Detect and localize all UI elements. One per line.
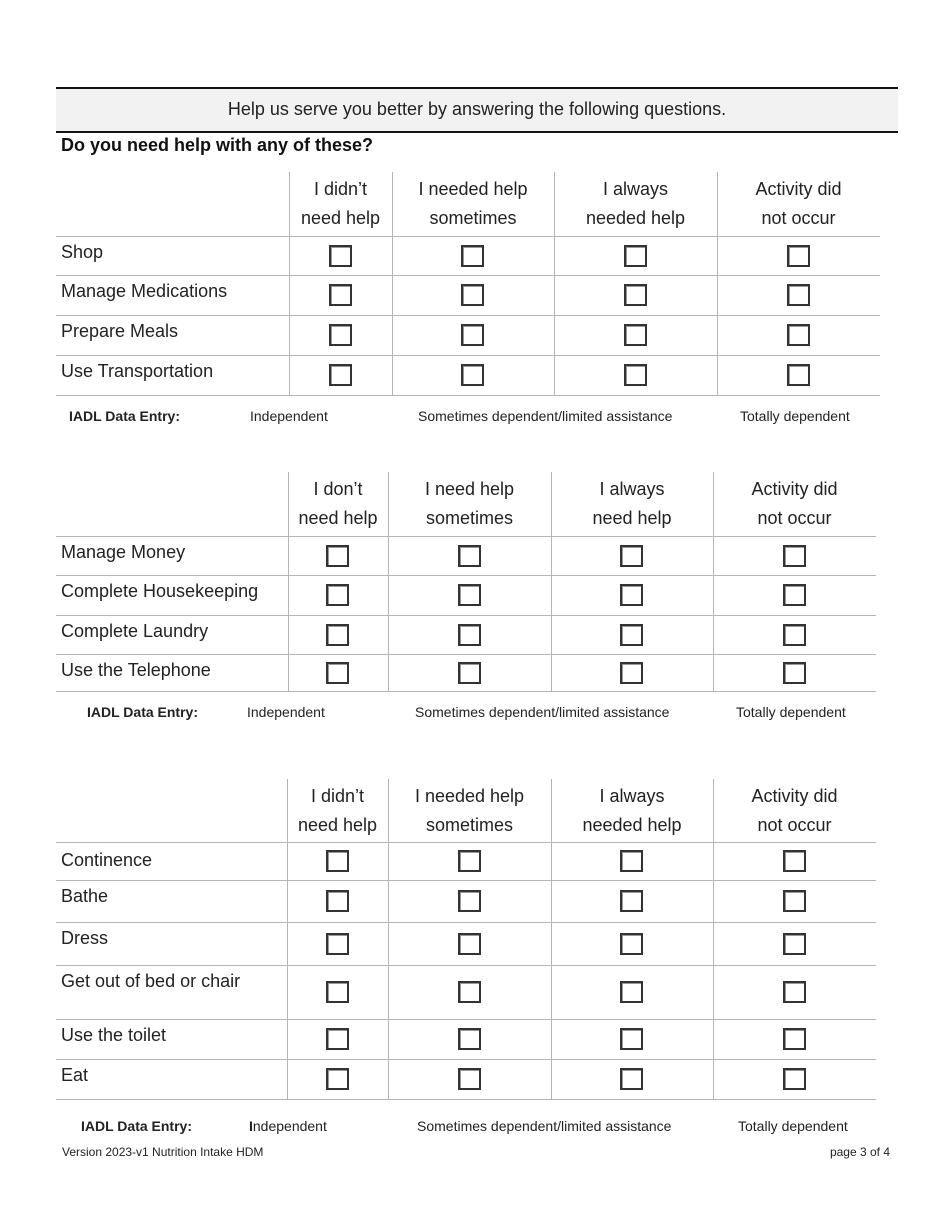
response-checkbox[interactable] (624, 364, 647, 386)
column-header-line: I needed help (418, 179, 528, 199)
response-checkbox[interactable] (787, 364, 810, 386)
response-checkbox[interactable] (620, 933, 643, 955)
sometimes-dependent-option: Sometimes dependent/limited assistance (415, 704, 670, 720)
independent-initial: I (249, 1118, 253, 1134)
response-checkbox[interactable] (458, 624, 481, 646)
row-label: Eat (61, 1065, 89, 1085)
response-checkbox[interactable] (458, 890, 481, 912)
row-label: Get out of bed or chair (61, 971, 241, 991)
row-label: Use the toilet (61, 1025, 167, 1045)
row-label: Prepare Meals (61, 321, 179, 341)
response-checkbox[interactable] (326, 624, 349, 646)
response-checkbox[interactable] (783, 1028, 806, 1050)
column-header-line: I don’t (313, 479, 363, 499)
response-checkbox[interactable] (326, 850, 349, 872)
column-header-line: Activity did (751, 479, 838, 499)
response-checkbox[interactable] (624, 284, 647, 306)
totally-dependent-option: Totally dependent (740, 408, 850, 424)
column-header-line: Activity did (751, 786, 838, 806)
header-divider (56, 536, 876, 537)
column-header-line: not occur (761, 208, 836, 228)
column-header (289, 175, 392, 233)
independent-option (249, 1118, 327, 1134)
response-checkbox[interactable] (624, 324, 647, 346)
response-checkbox[interactable] (326, 1028, 349, 1050)
response-checkbox[interactable] (783, 624, 806, 646)
column-header-line: I need help (424, 479, 515, 499)
response-checkbox[interactable] (620, 545, 643, 567)
column-header-line: sometimes (429, 208, 517, 228)
column-header-line: need help (300, 208, 381, 228)
row-divider (56, 315, 880, 316)
column-header (713, 475, 876, 533)
response-checkbox[interactable] (620, 624, 643, 646)
response-checkbox[interactable] (326, 662, 349, 684)
column-header (287, 782, 388, 840)
response-checkbox[interactable] (326, 584, 349, 606)
row-divider (56, 1099, 876, 1100)
response-checkbox[interactable] (787, 245, 810, 267)
independent-option: Independent (250, 408, 328, 424)
column-header-line: need help (592, 508, 672, 528)
response-checkbox[interactable] (461, 364, 484, 386)
row-divider (56, 654, 876, 655)
response-checkbox[interactable] (783, 1068, 806, 1090)
response-checkbox[interactable] (326, 933, 349, 955)
response-checkbox[interactable] (326, 890, 349, 912)
row-divider (56, 880, 876, 881)
version-footer: Version 2023-v1 Nutrition Intake HDM (62, 1145, 264, 1159)
row-divider (56, 965, 876, 966)
independent-option: Independent (247, 704, 325, 720)
column-header (713, 782, 876, 840)
row-divider (56, 922, 876, 923)
response-checkbox[interactable] (458, 1068, 481, 1090)
page-number: page 3 of 4 (829, 1145, 890, 1159)
row-divider (56, 575, 876, 576)
column-header-line: I needed help (414, 786, 525, 806)
column-header-line: need help (298, 508, 378, 528)
row-label: Manage Money (61, 542, 186, 562)
iadl-data-entry-label: IADL Data Entry: (81, 1118, 192, 1134)
response-checkbox[interactable] (624, 245, 647, 267)
column-header-line: not occur (757, 508, 832, 528)
response-checkbox[interactable] (326, 981, 349, 1003)
response-checkbox[interactable] (458, 981, 481, 1003)
column-header-line: I always (602, 179, 669, 199)
column-header (388, 475, 551, 533)
response-checkbox[interactable] (620, 1068, 643, 1090)
response-checkbox[interactable] (458, 1028, 481, 1050)
response-checkbox[interactable] (461, 245, 484, 267)
column-header (392, 175, 554, 233)
row-label: Manage Medications (61, 281, 228, 301)
column-header (388, 782, 551, 840)
response-checkbox[interactable] (329, 364, 352, 386)
row-label: Dress (61, 928, 109, 948)
response-checkbox[interactable] (458, 662, 481, 684)
column-header-line: Activity did (755, 179, 842, 199)
row-divider (56, 691, 876, 692)
response-checkbox[interactable] (329, 324, 352, 346)
response-checkbox[interactable] (783, 545, 806, 567)
response-checkbox[interactable] (620, 584, 643, 606)
row-label: Shop (61, 242, 104, 262)
response-checkbox[interactable] (620, 850, 643, 872)
question-heading: Do you need help with any of these? (61, 135, 374, 155)
row-divider (56, 355, 880, 356)
response-checkbox[interactable] (461, 324, 484, 346)
column-header-line: I always (599, 479, 665, 499)
response-checkbox[interactable] (458, 933, 481, 955)
response-checkbox[interactable] (458, 584, 481, 606)
column-header-line: not occur (757, 815, 832, 835)
response-checkbox[interactable] (620, 1028, 643, 1050)
iadl-data-entry-label: IADL Data Entry: (87, 704, 198, 720)
independent-rest: ndependent (252, 1118, 327, 1134)
response-checkbox[interactable] (783, 981, 806, 1003)
column-header-line: sometimes (425, 815, 514, 835)
response-checkbox[interactable] (458, 850, 481, 872)
response-checkbox[interactable] (329, 284, 352, 306)
response-checkbox[interactable] (620, 981, 643, 1003)
column-header (551, 782, 713, 840)
row-divider (56, 275, 880, 276)
row-label: Use Transportation (61, 361, 214, 381)
response-checkbox[interactable] (620, 662, 643, 684)
column-header (717, 175, 880, 233)
row-divider (56, 1059, 876, 1060)
row-label: Bathe (61, 886, 109, 906)
row-divider (56, 395, 880, 396)
row-label: Continence (61, 850, 153, 870)
column-header-line: needed help (585, 208, 686, 228)
column-header-line: I didn’t (313, 179, 368, 199)
response-checkbox[interactable] (783, 890, 806, 912)
header-divider (56, 236, 880, 237)
intro-banner: Help us serve you better by answering the following questions. (56, 87, 898, 133)
response-checkbox[interactable] (787, 284, 810, 306)
column-header-line: need help (297, 815, 378, 835)
row-label: Complete Housekeeping (61, 581, 259, 601)
column-header-line: sometimes (425, 508, 514, 528)
response-checkbox[interactable] (326, 545, 349, 567)
row-divider (56, 615, 876, 616)
totally-dependent-option: Totally dependent (736, 704, 846, 720)
response-checkbox[interactable] (787, 324, 810, 346)
totally-dependent-option: Totally dependent (738, 1118, 848, 1134)
response-checkbox[interactable] (458, 545, 481, 567)
response-checkbox[interactable] (461, 284, 484, 306)
response-checkbox[interactable] (783, 933, 806, 955)
column-header-line: I didn’t (310, 786, 365, 806)
response-checkbox[interactable] (326, 1068, 349, 1090)
column-header-line: I always (599, 786, 665, 806)
header-divider (56, 842, 876, 843)
response-checkbox[interactable] (329, 245, 352, 267)
column-header-line: needed help (582, 815, 682, 835)
response-checkbox[interactable] (783, 584, 806, 606)
iadl-data-entry-label: IADL Data Entry: (69, 408, 180, 424)
row-divider (56, 1019, 876, 1020)
row-label: Use the Telephone (61, 660, 211, 680)
column-header (554, 175, 717, 233)
response-checkbox[interactable] (783, 662, 806, 684)
response-checkbox[interactable] (783, 850, 806, 872)
row-label: Complete Laundry (61, 621, 209, 641)
column-header (551, 475, 713, 533)
column-header (288, 475, 388, 533)
response-checkbox[interactable] (620, 890, 643, 912)
sometimes-dependent-option: Sometimes dependent/limited assistance (417, 1118, 672, 1134)
sometimes-dependent-option: Sometimes dependent/limited assistance (418, 408, 673, 424)
